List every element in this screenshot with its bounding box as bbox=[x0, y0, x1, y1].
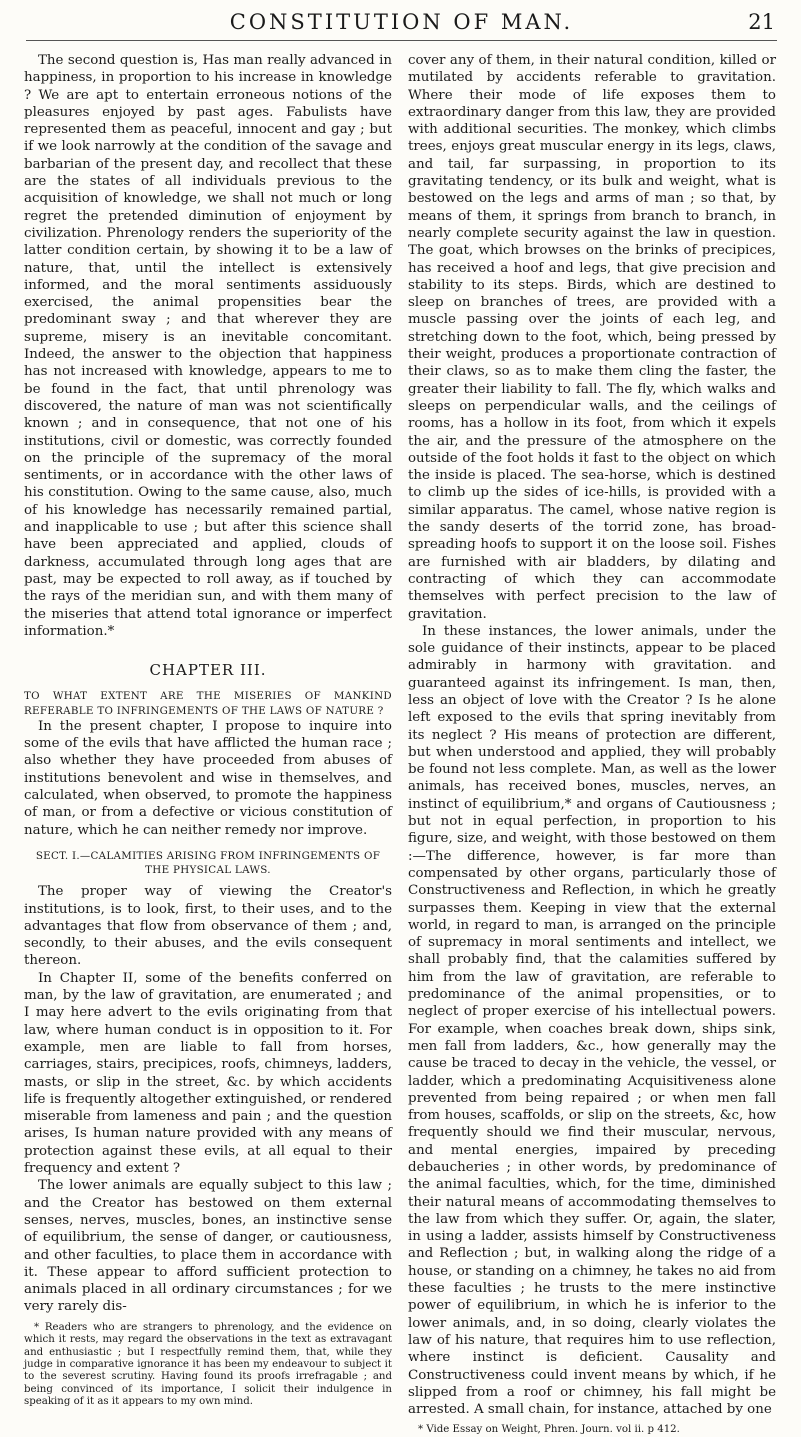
footnote bbox=[408, 1424, 776, 1436]
page-number: 21 bbox=[748, 10, 775, 34]
paragraph: In the present chapter, I propose to inquire into some of the evils that have afflicted the human race ; also whether they have proceeded from abuses of institutions benevolent and wise in themselves, and calculated, when observed, to promote the happiness of man, or from a defective or vicious constitution of nature, which he can neither remedy nor improve. bbox=[24, 718, 392, 838]
footnote bbox=[24, 1322, 392, 1409]
paragraph: cover any of them, in their natural condition, killed or mutilated by accidents referable to gravitation. Where their mode of life exposes them to extraordinary danger from this law, they are provided with additional securities. The monkey, which climbs trees, enjoys great muscular energy in its legs, claws, and tail, far surpassing, in proportion to its gravitating tendency, or its bulk and weight, what is bestowed on the legs and arms of man ; so that, by means of them, it springs from branch to branch, in nearly complete security against the law in question. The goat, which browses on the brinks of precipices, has received a hoof and legs, that give precision and stability to its steps. Birds, which are destined to sleep on branches of trees, are provided with a muscle passing over the joints of each leg, and stretching down to the foot, which, being pressed by their weight, produces a proportionate contraction of their claws, so as to make them cling the faster, the greater their liability to fall. The fly, which walks and sleeps on perpendicular walls, and the ceilings of rooms, has a hollow in its foot, from which it expels the air, and the pressure of the atmosphere on the outside of the foot holds it fast to the object on which the inside is placed. The sea-horse, which is destined to climb up the sides of ice-hills, is provided with a similar apparatus. The camel, whose native region is the sandy deserts of the torrid zone, has broad-spreading hoofs to support it on the loose soil. Fishes are furnished with air bladders, by dilating and contracting of which they can accommodate themselves with perfect precision to the law of gravitation. bbox=[408, 53, 776, 622]
right-column bbox=[408, 52, 776, 1437]
running-head bbox=[26, 10, 777, 38]
footnote-text: * Readers who are strangers to phrenology, and the evidence on which it rests, may regard the observations in the text as extravagant and enthusiastic ; but I respectfully remind them, that, while they judge in comparative ignorance it has been my endeavour to subject it to the severest scrutiny. Having found its proofs irrefragable ; and being convinced of its importance, I solicit their indulgence in speaking of it as it appears to my own mind. bbox=[24, 1321, 392, 1408]
paragraph: In Chapter II, some of the benefits conferred on man, by the law of gravitation, are enumerated ; and I may here advert to the evils originating from that law, where human conduct is in opposition to it. For example, men are liable to fall from horses, carriages, stairs, precipices, roofs, chimneys, ladders, masts, or slip in the street, &c. by which accidents life is frequently altogether extinguished, or rendered miserable from lameness and pain ; and the question arises, Is human nature provided with any means of protection against these evils, at all equal to their frequency and extent ? bbox=[24, 970, 392, 1177]
header-rule bbox=[26, 40, 777, 41]
running-title: CONSTITUTION OF MAN. bbox=[229, 10, 574, 34]
paragraph: The proper way of viewing the Creator's institutions, is to look, first, to their uses, and to the advantages that flow from observance of them ; and, secondly, to their abuses, and the evils consequent thereon. bbox=[24, 884, 392, 969]
section-title: SECT. I.—CALAMITIES ARISING FROM INFRINGEMENTS OF THE PHYSICAL LAWS. bbox=[35, 849, 381, 877]
paragraph: The lower animals are equally subject to this law ; and the Creator has bestowed on them external senses, nerves, muscles, bones, an instinctive sense of equilibrium, the sense of danger, or cautiousness, and other faculties, to place them in accordance with it. These appear to afford sufficient protection to animals placed in all ordinary circumstances ; for we very rarely dis- bbox=[24, 1178, 392, 1315]
left-column bbox=[24, 52, 392, 1409]
footnote-text: * Vide Essay on Weight, Phren. Journ. vol ii. p 412. bbox=[418, 1424, 680, 1436]
paragraph: In these instances, the lower animals, under the sole guidance of their instincts, appear to be placed admirably in harmony with gravitation. and guaranteed against its infringement. Is man, then, less an object of love with the Creator ? Is he alone left exposed to the evils that spring inevitably from its neglect ? His means of protection are different, but when understood and applied, they will probably be found not less complete. Man, as well as the lower animals, has received bones, muscles, nerves, an instinct of equilibrium,* and organs of Cautiousness ; but not in equal perfection, in proportion to his figure, size, and weight, with those bestowed on them :—The difference, however, is far more than compensated by other organs, particularly those of Constructiveness and Reflection, in which he greatly surpasses them. Keeping in view that the external world, in regard to man, is arranged on the principle of supremacy in moral sentiments and intellect, we shall probably find, that the calamities suffered by him from the law of gravitation, are referable to predominance of the animal propensities, or to neglect of proper exercise of his intellectual powers. For example, when coaches break down, ships sink, men fall from ladders, &c., how generally may the cause be traced to decay in the vehicle, the vessel, or ladder, which a predominating Acquisitiveness alone prevented from being repaired ; or when men fall from houses, scaffolds, or slip on the streets, &c, how frequently should we find their muscular, nervous, and mental energies, impaired by preceding debaucheries ; in other words, by predominance of the animal faculties, which, for the time, diminished their natural means of accommodating themselves to the law from which they suffer. Or, again, the slater, in using a ladder, assists himself by Constructiveness and Reflection ; but, in walking along the ridge of a house, or standing on a chimney, he takes no aid from these faculties ; he trusts to the mere instinctive power of equilibrium, in which he is inferior to the lower animals, and, in so doing, clearly violates the law of his nature, that requires him to use reflection, where instinct is deficient. Causality and Constructiveness could invent means by which, if he slipped from a roof or chimney, his fall might be arrested. A small chain, for instance, attached by one bbox=[408, 623, 776, 1418]
chapter-title: CHAPTER III. bbox=[149, 661, 267, 680]
paragraph: The second question is, Has man really advanced in happiness, in proportion to his increase in knowledge ? We are apt to entertain erroneous notions of the pleasures enjoyed by past ages. Fabulists have represented them as peaceful, innocent and gay ; but if we look narrowly at the condition of the savage and barbarian of the present day, and recollect that these are the states of all individuals previous to the acquisition of knowledge, we shall not much or long regret the pretended diminution of enjoyment by civilization. Phrenology renders the superiority of the latter condition certain, by showing it to be a law of nature, that, until the intellect is extensively informed, and the moral sentiments assiduously exercised, the animal propensities bear the predominant sway ; and that wherever they are supreme, misery is an inevitable concomitant. Indeed, the answer to the objection that happiness has not increased with knowledge, appears to me to be found in the fact, that until phrenology was discovered, the nature of man was not scientifically known ; and in consequence, that not one of his institutions, civil or domestic, was correctly founded on the principle of the supremacy of the moral sentiments, or in accordance with the other laws of his constitution. Owing to the same cause, also, much of his knowledge has necessarily remained partial, and inapplicable to use ; but after this science shall have been appreciated and applied, clouds of darkness, accumulated through long ages that are past, may be expected to roll away, as if touched by the rays of the meridian sun, and with them many of the miseries that attend total ignorance or imperfect information.* bbox=[24, 53, 392, 639]
chapter-subtitle: TO WHAT EXTENT ARE THE MISERIES OF MANKIND REFERABLE TO INFRINGEMENTS OF THE LAWS OF NATURE ? bbox=[24, 690, 392, 717]
